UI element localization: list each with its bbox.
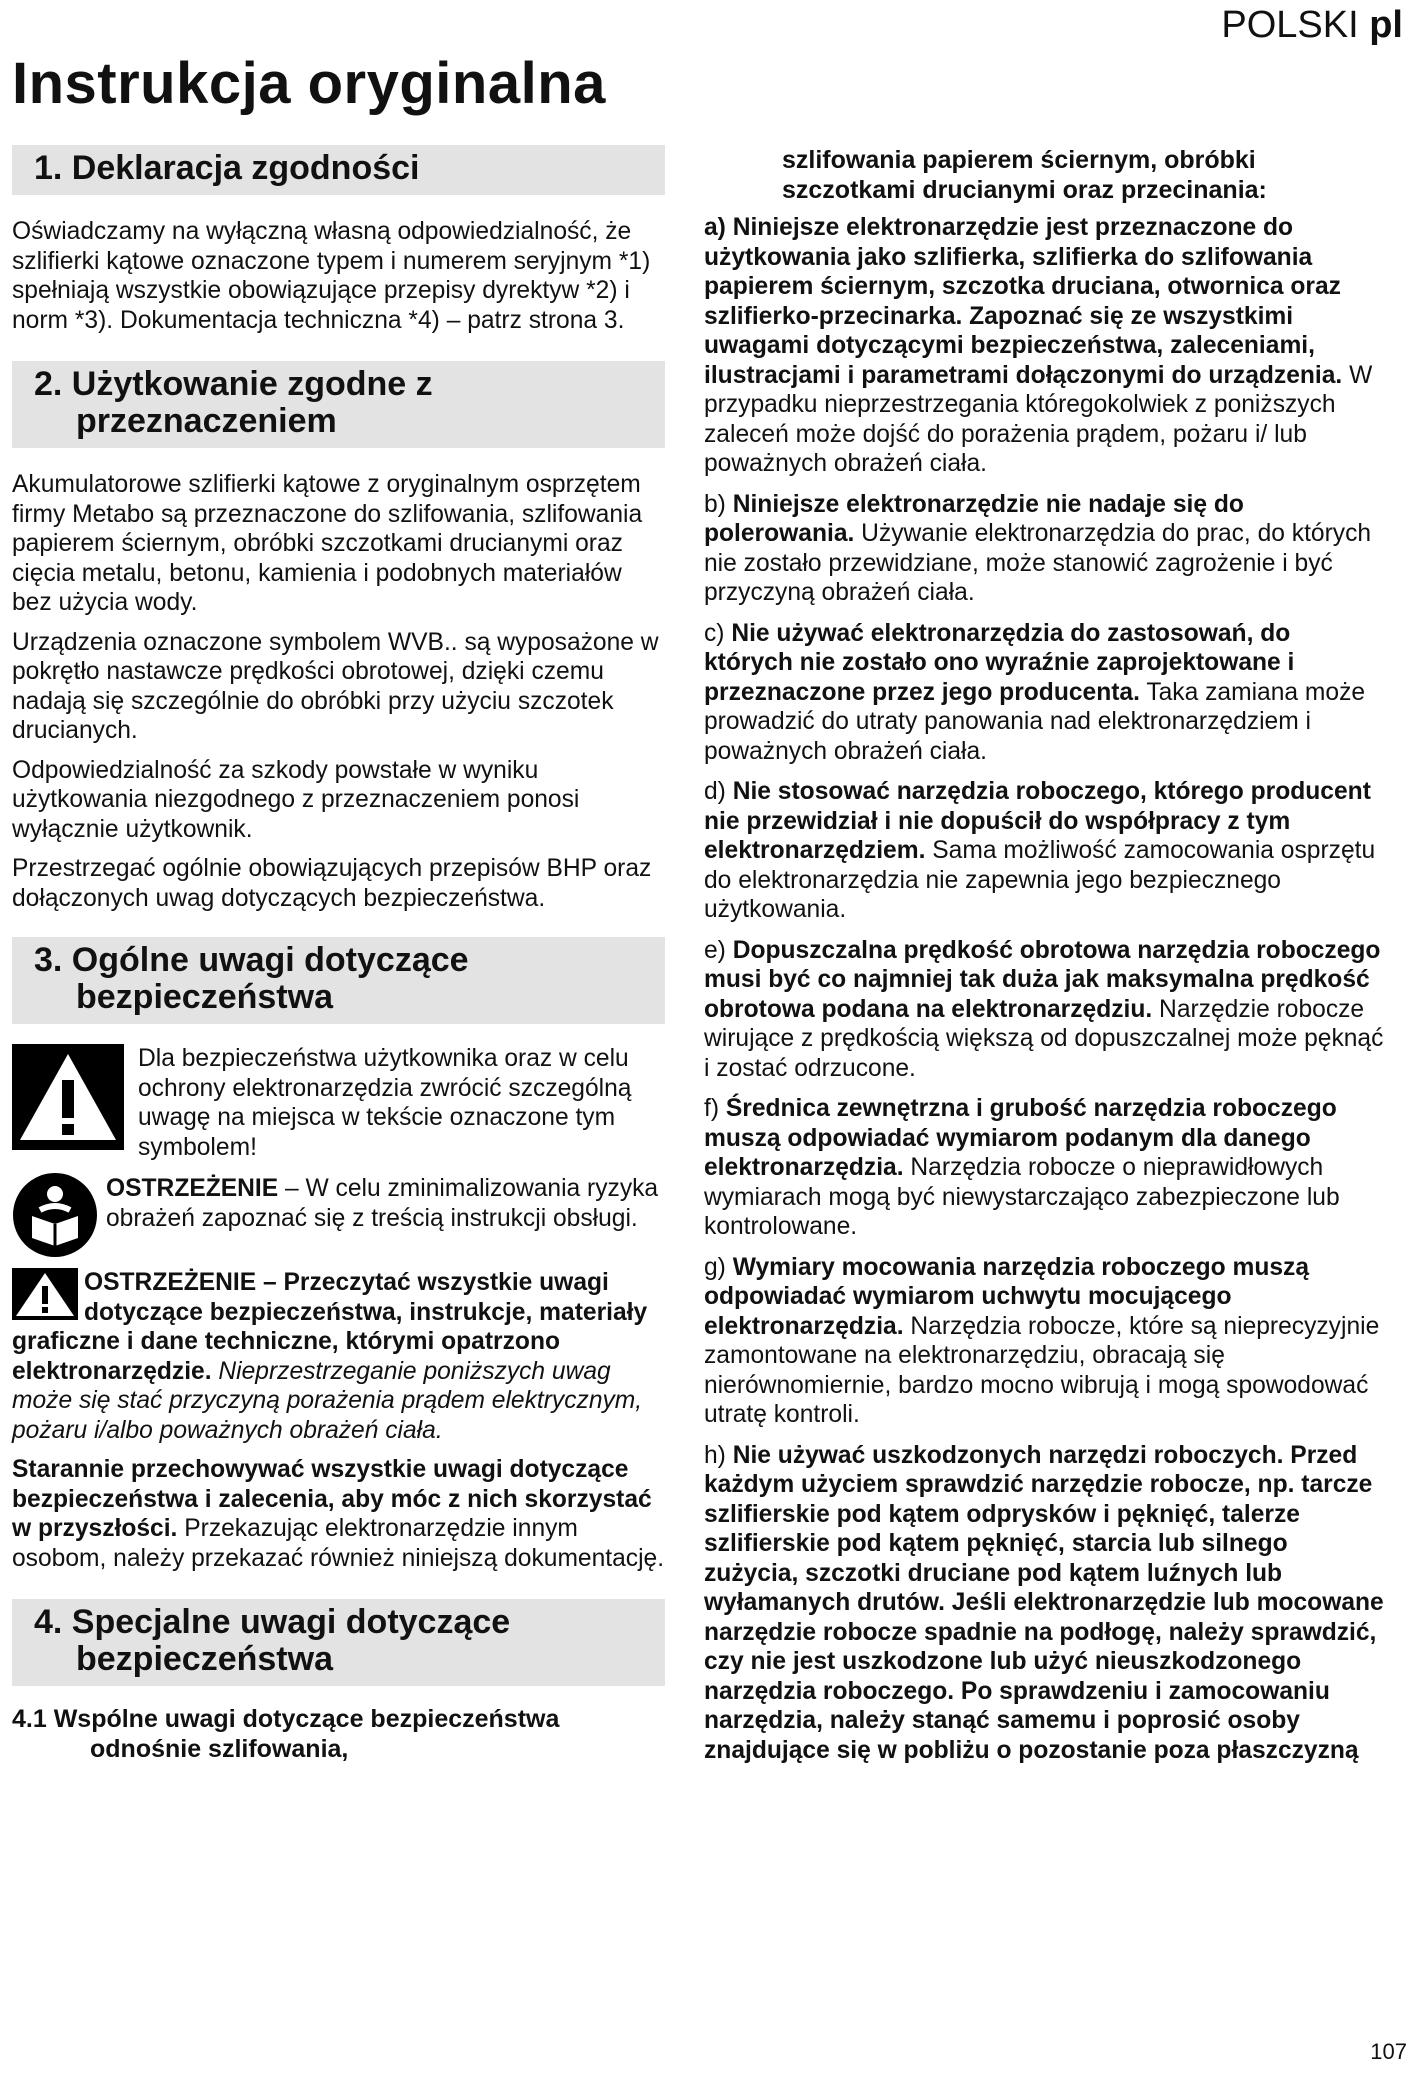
subsection-4-1-heading-cont: szlifowania papierem ściernym, obróbki szczotkami drucianymi oraz przecinania: (782, 146, 1267, 204)
item-f-text: Narzędzia robocze o nieprawidłowych wymiarach mogą być niewystarczająco zabezpieczone lub kontrolowane. (704, 1154, 1340, 1240)
warning-triangle-icon (12, 1044, 124, 1150)
item-b-prefix: b) (704, 490, 733, 518)
item-h-bold: Nie używać uszkodzonych narzędzi roboczych. Przed każdym użyciem sprawdzić narzędzie robocze, np. tarcze szlifierskie pod kątem odprysków i pęknięć, talerze szlifierskie pod kątem pęknięć, starcia lub silnego zużycia, szczotki druciane pod kątem luźnych lub wyłamanych drutów. Jeśli elektronarzędzie lub mocowane narzędzie robocze spadnie na podłogę, należy sprawdzić, czy nie jest uszkodzone lub użyć nieuszkodzonego narzędzia roboczego. Po sprawdzeniu i zamocowaniu narzędzia, należy stanąć samemu i poprosić osoby znajdujące się w pobliżu o pozostanie poza płaszczyzną (704, 1441, 1384, 1764)
item-a (704, 213, 1384, 479)
read-manual-row (12, 1172, 667, 1258)
section-2-heading: 2. Użytkowanie zgodne z przeznaczeniem (12, 361, 665, 448)
warning-text: – W celu zminimalizowania ryzyka obrażeń zapoznać się z treścią instrukcji obsługi. (106, 1175, 659, 1232)
item-b-bold: Niniejsze elektronarzędzie nie nadaje się do polerowania. (704, 490, 1244, 547)
read-warnings-italic: Nieprzestrzeganie poniższych uwag może się stać przyczyną porażenia prądem elektrycznym, pożaru i/albo poważnych obrażeń ciała. (12, 1357, 643, 1444)
left-column (12, 145, 667, 1764)
item-a-bold: a) Niniejsze elektronarzędzie jest przeznaczone do użytkowania jako szlifierka, szlifierka do szlifowania papierem ściernym, szczotka druciana, otwornica oraz szlifierko-przecinarka. Zapoznać się ze wszystkimi uwagami dotyczącymi bezpieczeństwa, zaleceniami, ilustracjami i parametrami dołączonymi do urządzenia. (704, 214, 1343, 389)
item-f-prefix: f) (704, 1095, 726, 1122)
item-d-text: Sama możliwość zamocowania osprzętu do elektronarzędzia nie zapewnia jego bezpiecznego użytkowania. (704, 837, 1376, 923)
keep-instructions (12, 1455, 667, 1573)
item-d-bold: Nie stosować narzędzia roboczego, którego producent nie przewidział i nie dopuścił do współpracy z tym elektronarzędziem. (704, 778, 1371, 864)
language-name: POLSKI (1221, 4, 1359, 46)
declaration-text: Oświadczamy na wyłączną własną odpowiedzialność, że szlifierki kątowe oznaczone typem i numerem seryjnym *1) spełniają wszystkie obowiązujące przepisy dyrektyw *2) i norm *3). Dokumentacja techniczna *4) – patrz strona 3. (12, 218, 651, 334)
subsection-4-1-heading: 4.1 Wspólne uwagi dotyczące bezpieczeństwa odnośnie szlifowania, (12, 1705, 560, 1763)
keep-instructions-bold: Starannie przechowywać wszystkie uwagi dotyczące bezpieczeństwa i zalecenia, aby móc z nich skorzystać w przyszłości. (12, 1456, 652, 1542)
intended-use-paragraph-3: Odpowiedzialność za szkody powstałe w wyniku użytkowania niezgodnego z przeznaczeniem ponosi wyłącznie użytkownik. (12, 756, 580, 843)
item-g-prefix: g) (704, 1253, 733, 1281)
small-warning-icon (12, 1268, 78, 1320)
section-1-heading: 1. Deklaracja zgodności (12, 145, 665, 195)
item-c (704, 619, 1384, 767)
read-manual-icon (12, 1172, 98, 1258)
read-warnings-bold: OSTRZEŻENIE – Przeczytać wszystkie uwagi dotyczące bezpieczeństwa, instrukcje, materiały graficzne i dane techniczne, którymi opatrzono elektronarzędzie. (12, 1269, 648, 1385)
intended-use-paragraph-4: Przestrzegać ogólnie obowiązujących przepisów BHP oraz dołączonych uwag dotyczących bezpieczeństwa. (12, 855, 652, 912)
item-c-text: Taka zamiana może prowadzić do utraty panowania nad elektronarzędziem i poważnych obrażeń ciała. (704, 678, 1366, 765)
item-h-prefix: h) (704, 1441, 733, 1469)
item-d (704, 777, 1384, 925)
item-g (704, 1253, 1384, 1430)
section-4-heading: 4. Specjalne uwagi dotyczące bezpieczeństwa (12, 1599, 665, 1686)
keep-instructions-text: Przekazując elektronarzędzie innym osobom, należy przekazać również niniejszą dokumentację. (12, 1515, 665, 1572)
item-b-text: Używanie elektronarzędzia do prac, do których nie zostało przewidziane, może stanowić zagrożenie i być przyczyną obrażeń ciała. (704, 520, 1372, 606)
item-g-text: Narzędzia robocze, które są nieprecyzyjnie zamontowane na elektronarzędziu, obracają się nierównomiernie, bardzo mocno wibrują i mogą spowodować utratę kontroli. (704, 1312, 1380, 1428)
item-h (704, 1441, 1384, 1766)
item-g-bold: Wymiary mocowania narzędzia roboczego muszą odpowiadać wymiarom uchwytu mocującego elektronarzędzia. (704, 1253, 1309, 1340)
item-e (704, 936, 1384, 1084)
language-code: pl (1369, 4, 1403, 46)
item-e-bold: Dopuszczalna prędkość obrotowa narzędzia roboczego musi być co najmniej tak duża jak maksymalna prędkość obrotowa podana na elektronarzędziu. (704, 936, 1381, 1023)
item-b (704, 490, 1384, 608)
language-label (1221, 4, 1403, 47)
intended-use-paragraph-2: Urządzenia oznaczone symbolem WVB.. są wyposażone w pokrętło nastawcze prędkości obrotowej, dzięki czemu nadają się szczególnie do obróbki przy użyciu szczotek drucianych. (12, 628, 659, 744)
read-manual-warning (106, 1174, 667, 1233)
warning-label: OSTRZEŻENIE (106, 1175, 279, 1202)
item-d-prefix: d) (704, 778, 733, 805)
section-3-heading: 3. Ogólne uwagi dotyczące bezpieczeństwa (12, 937, 665, 1024)
item-f (704, 1094, 1384, 1242)
symbol-note-row (12, 1044, 667, 1162)
item-c-prefix: c) (704, 619, 732, 647)
item-f-bold: Średnica zewnętrzna i grubość narzędzia roboczego muszą odpowiadać wymiarom podanym dla danego elektronarzędzia. (704, 1095, 1337, 1181)
read-all-warnings (12, 1268, 667, 1445)
page-number: 107 (1370, 2039, 1407, 2064)
item-c-bold: Nie używać elektronarzędzia do zastosowań, do których nie zostało ono wyraźnie zaprojektowane i przeznaczone przez jego producenta. (704, 619, 1295, 706)
item-e-prefix: e) (704, 936, 733, 964)
item-e-text: Narzędzie robocze wirujące z prędkością większą od dopuszczalnej może pęknąć i zostać odrzucone. (704, 995, 1384, 1082)
right-column (704, 145, 1384, 1776)
page-title: Instrukcja oryginalna (12, 51, 606, 116)
symbol-note-text: Dla bezpieczeństwa użytkownika oraz w celu ochrony elektronarzędzia zwrócić szczególną uwagę na miejsca w tekście oznaczone tym symbolem! (138, 1045, 632, 1161)
intended-use-paragraph-1: Akumulatorowe szlifierki kątowe z oryginalnym osprzętem firmy Metabo są przeznaczone do szlifowania, szlifowania papierem ściernym, obróbki szczotkami drucianymi oraz cięcia metalu, betonu, kamienia i podobnych materiałów bez użycia wody. (12, 471, 643, 616)
item-a-text: W przypadku nieprzestrzegania któregokolwiek z poniższych zaleceń może dojść do porażenia prądem, pożaru i/ lub poważnych obrażeń ciała. (704, 361, 1373, 477)
